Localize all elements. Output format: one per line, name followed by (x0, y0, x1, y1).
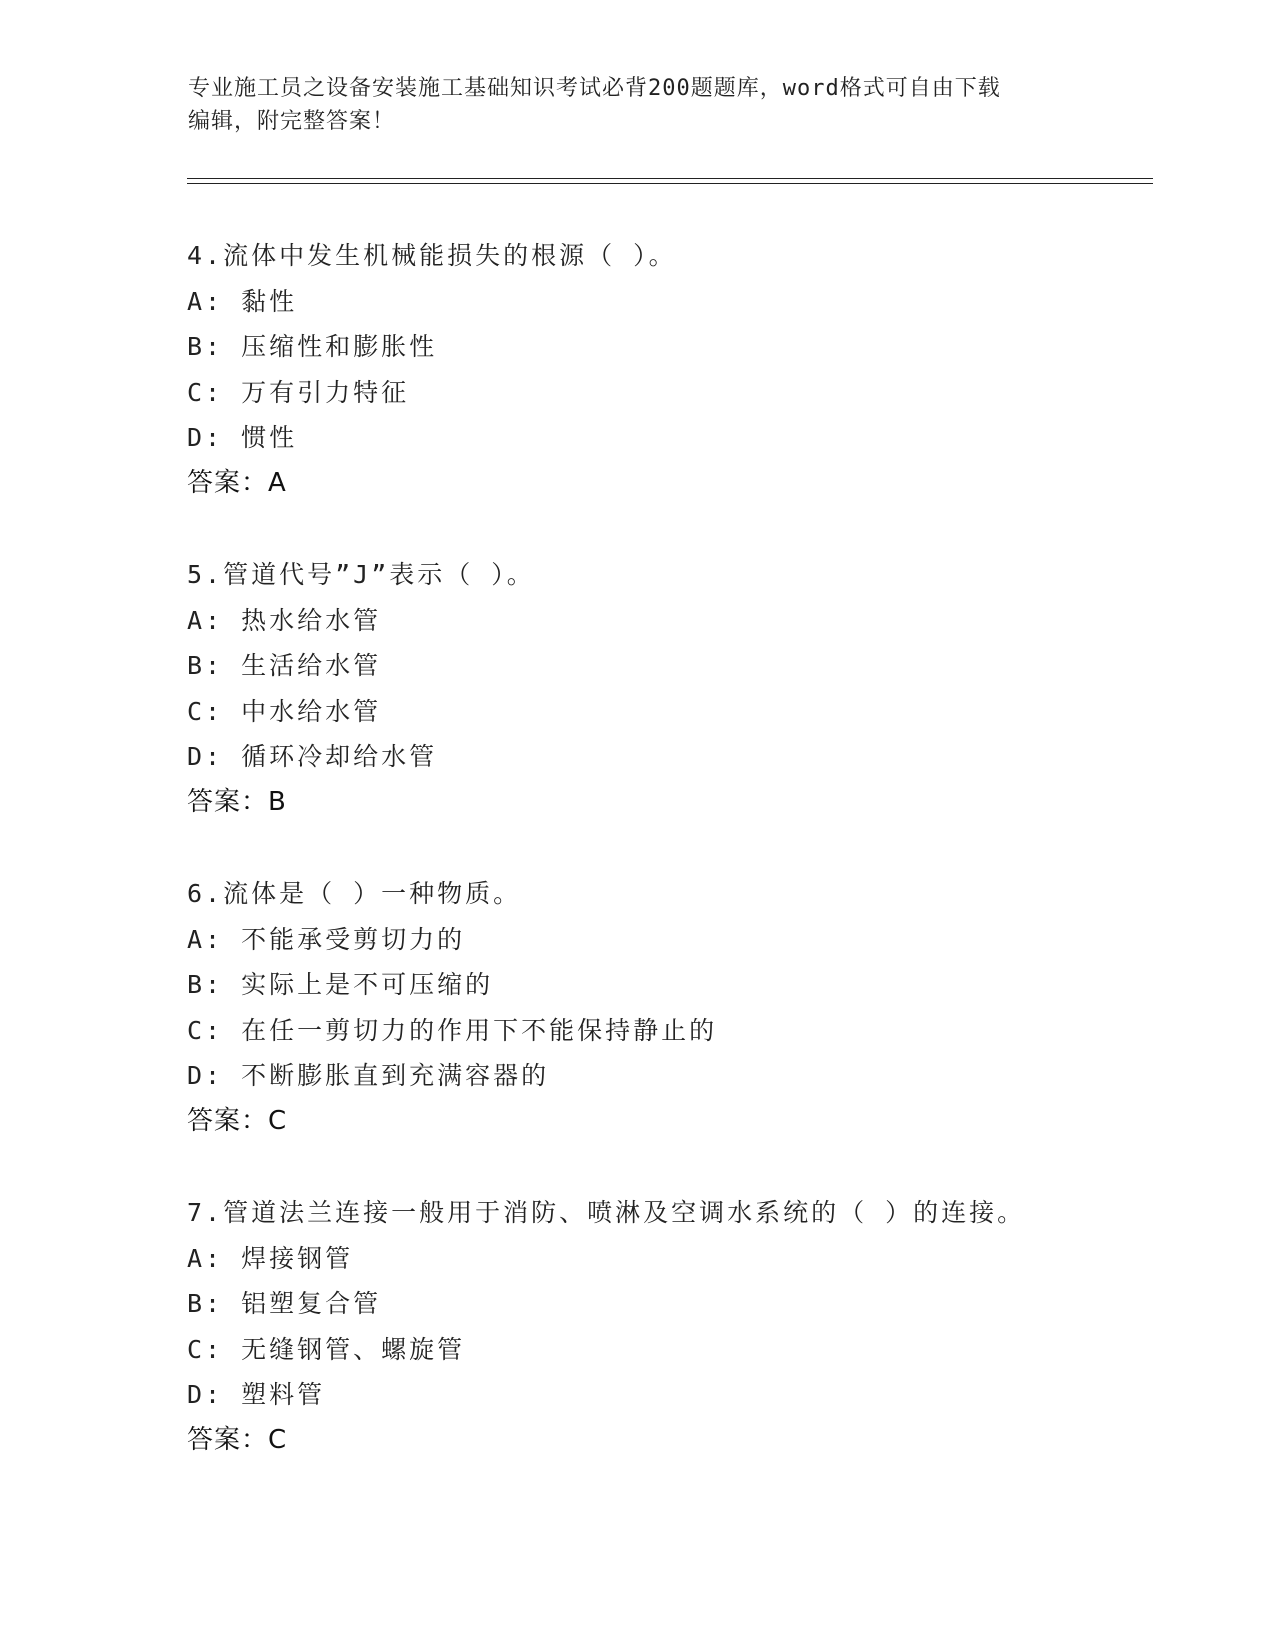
header-divider-bottom (187, 183, 1153, 184)
option-b: B: 生活给水管 (187, 651, 382, 680)
option-a: A: 热水给水管 (187, 605, 382, 635)
option-c: C: 无缝钢管、螺旋管 (187, 1334, 466, 1364)
question-5 (187, 552, 1187, 825)
option-b: B: 铝塑复合管 (187, 1289, 382, 1318)
option-a: A: 焊接钢管 (187, 1243, 354, 1273)
option-d: D: 不断膨胀直到充满容器的 (187, 1061, 550, 1090)
header-title-line-1: 专业施工员之设备安装施工基础知识考试必背200题题库，word格式可自由下载 (188, 76, 1001, 101)
option-c: C: 在任一剪切力的作用下不能保持静止的 (187, 1015, 718, 1045)
header-title-line-2: 编辑，附完整答案！ (188, 109, 396, 134)
option-b: B: 压缩性和膨胀性 (187, 332, 438, 361)
answer-line: 答案：C (187, 1105, 288, 1136)
question-stem: 4.流体中发生机械能损失的根源（ ）。 (187, 241, 677, 270)
option-b: B: 实际上是不可压缩的 (187, 970, 494, 999)
question-4 (187, 233, 1187, 506)
answer-line: 答案：B (187, 786, 287, 817)
question-stem: 7.管道法兰连接一般用于消防、喷淋及空调水系统的（ ）的连接。 (187, 1198, 1026, 1227)
option-d: D: 惯性 (187, 423, 298, 452)
document-header (188, 72, 1088, 138)
option-c: C: 中水给水管 (187, 696, 382, 726)
answer-line: 答案：A (187, 467, 287, 498)
option-a: A: 不能承受剪切力的 (187, 924, 466, 954)
option-a: A: 黏性 (187, 286, 298, 316)
question-7 (187, 1190, 1187, 1463)
question-stem: 6.流体是（ ）一种物质。 (187, 879, 522, 908)
option-c: C: 万有引力特征 (187, 377, 410, 407)
question-stem: 5.管道代号”J”表示（ ）。 (187, 560, 535, 589)
option-d: D: 循环冷却给水管 (187, 742, 438, 771)
option-d: D: 塑料管 (187, 1380, 326, 1409)
header-divider-top (187, 178, 1153, 179)
question-6 (187, 871, 1187, 1144)
answer-line: 答案：C (187, 1424, 288, 1455)
